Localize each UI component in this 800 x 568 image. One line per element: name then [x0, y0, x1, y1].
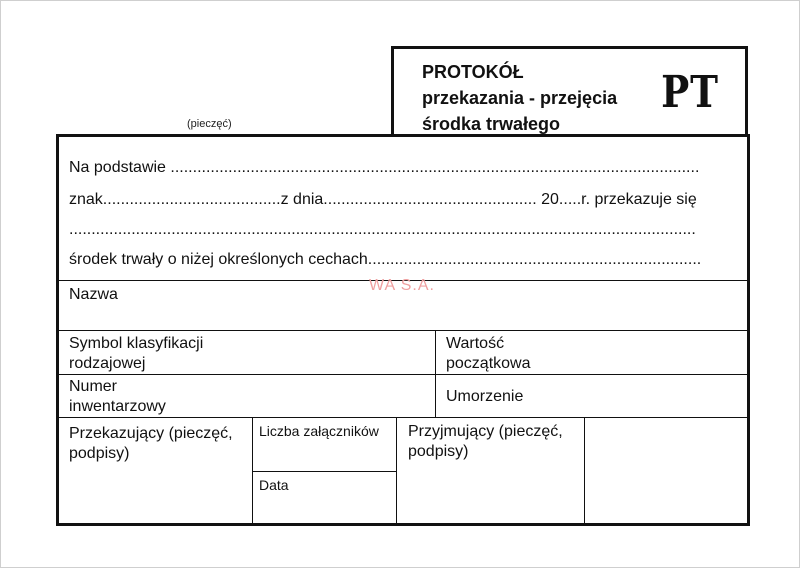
depreciation-label: Umorzenie — [446, 388, 524, 405]
divider-vertical-c — [584, 417, 585, 526]
inventory-number-label — [69, 377, 166, 417]
inventory-number-line-2: inwentarzowy — [69, 398, 166, 415]
transferring-line-2: podpisy) — [69, 445, 130, 462]
value-label-line-1: Wartość — [446, 335, 505, 352]
value-label-line-2: początkowa — [446, 355, 531, 372]
divider-attachments — [252, 471, 396, 472]
attachments-label: Liczba załączników — [259, 423, 379, 439]
title-line-1: PROTOKÓŁ — [422, 62, 524, 82]
symbol-label — [69, 334, 203, 374]
title-line-3: środka trwałego — [422, 114, 561, 134]
intro-line-reference[interactable]: znak........................................z dnia................................................ 20.....r. przekazuje się — [69, 191, 697, 208]
divider-vertical-b — [396, 417, 397, 526]
inventory-number-line-1: Numer — [69, 378, 118, 395]
form-box — [56, 134, 750, 526]
value-label — [446, 334, 531, 374]
date-label: Data — [259, 477, 289, 493]
intro-line-blank[interactable]: ............................................................................................................................................. — [69, 221, 696, 238]
intro-line-asset[interactable]: środek trwały o niżej określonych cechach........................................................................... — [69, 251, 702, 268]
symbol-label-line-1: Symbol klasyfikacji — [69, 335, 204, 352]
title-line-2: przekazania - przejęcia — [422, 88, 618, 108]
transferring-label — [69, 424, 233, 464]
intro-line-basis[interactable]: Na podstawie ....................................................................................................................... — [69, 159, 700, 176]
stamp-label: (pieczęć) — [187, 118, 232, 130]
transferring-line-1: Przekazujący (pieczęć, — [69, 425, 233, 442]
divider-name — [59, 330, 747, 331]
symbol-label-line-2: rodzajowej — [69, 355, 146, 372]
divider-symbol — [59, 374, 747, 375]
divider-number — [59, 417, 747, 418]
document-title — [422, 59, 617, 137]
receiving-line-2: podpisy) — [408, 443, 469, 460]
name-label: Nazwa — [69, 286, 118, 303]
receiving-line-1: Przyjmujący (pieczęć, — [408, 423, 563, 440]
receiving-label — [408, 422, 563, 462]
form-code: PT — [661, 67, 719, 118]
watermark: WA S.A. — [369, 277, 435, 294]
title-box — [391, 46, 748, 134]
